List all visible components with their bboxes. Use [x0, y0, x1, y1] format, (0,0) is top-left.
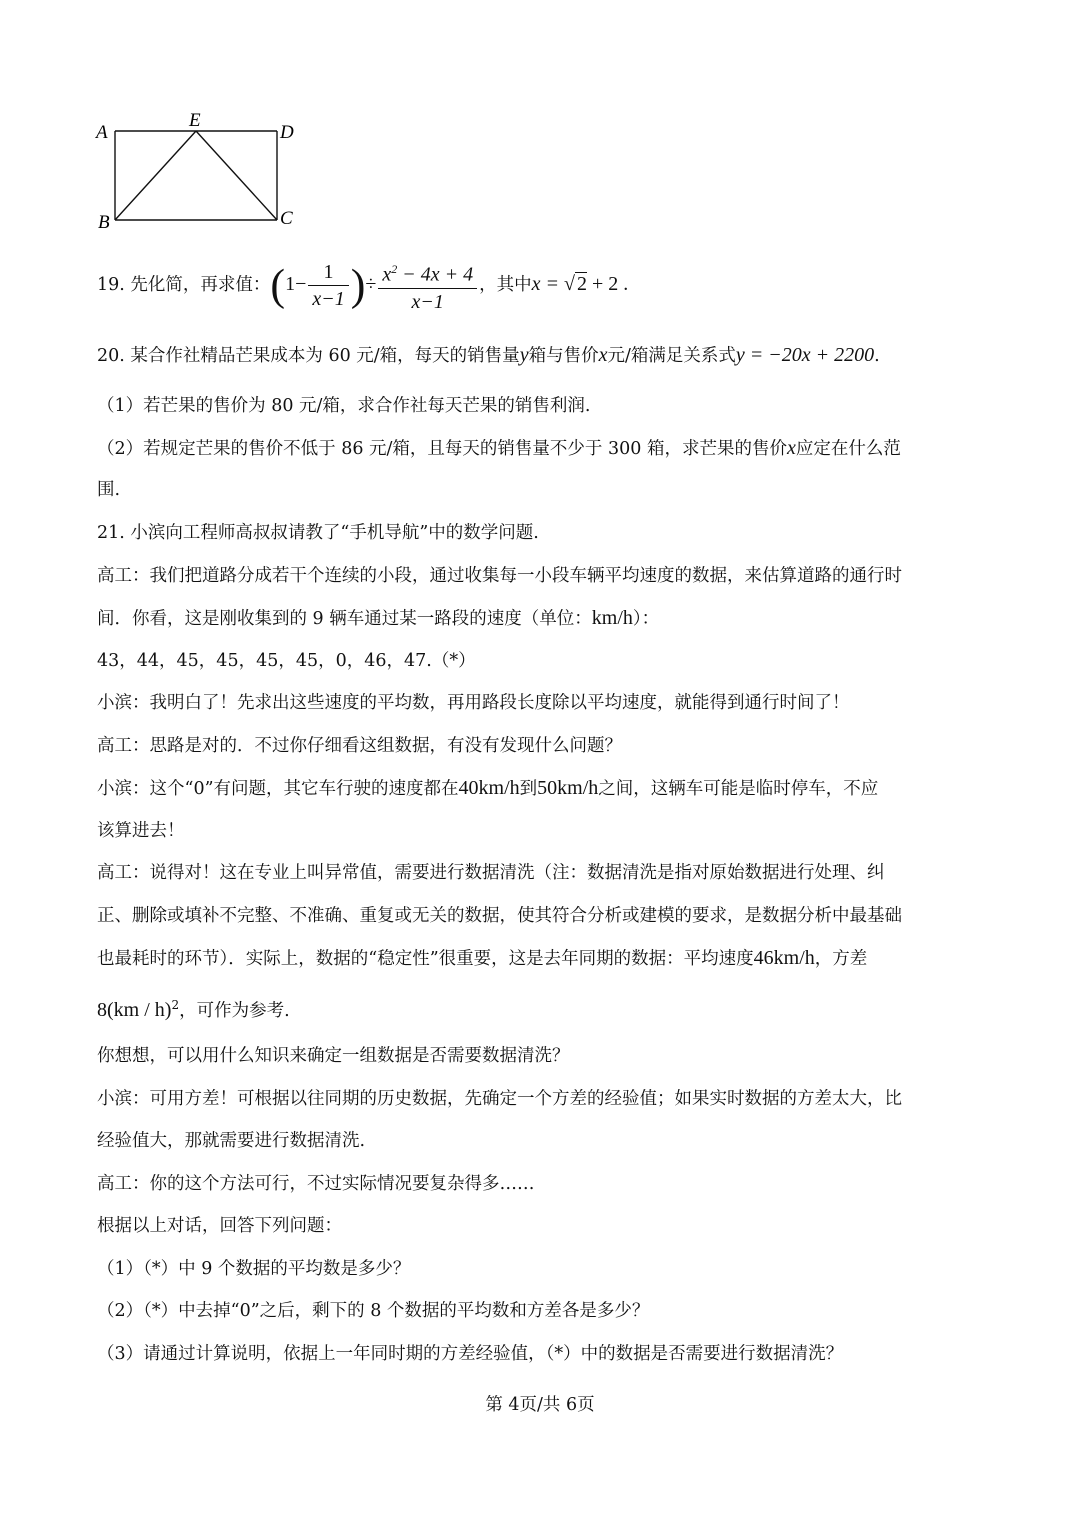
q20-stem-end: .: [874, 346, 880, 366]
q21-l9: 高工：说得对！这在专业上叫异常值，需要进行数据清洗（注：数据清洗是指对原始数据进行处理、纠: [97, 863, 885, 883]
q21-l11-v: 46km/h: [753, 947, 815, 969]
q20-part2: [97, 433, 997, 464]
label-e: E: [189, 110, 201, 131]
q21-l1: 21. 小滨向工程师高叔叔请教了“手机导航”中的数学问题.: [97, 523, 539, 543]
q21-l12: [97, 990, 997, 1026]
q20-part2-a: （2）若规定芒果的售价不低于 86 元/箱，且每天的销售量不少于 300 箱，求芒果的售价: [97, 439, 787, 459]
q21-l12-b: ，可作为参考.: [179, 1000, 290, 1021]
q19-condition-rest: + 2 .: [586, 273, 629, 295]
q19-f2-num-rest: − 4x + 4: [397, 263, 474, 286]
q19-f2-denominator: x−1: [411, 290, 444, 313]
q21-l7-v1: 40km/h: [458, 777, 520, 799]
q21-part2: （2）（*）中去掉“0”之后，剩下的 8 个数据的平均数和方差各是多少？: [97, 1301, 650, 1321]
q21-l11: [97, 943, 997, 974]
q20-part2-cont: 围.: [97, 480, 121, 500]
q20-part2-b: 应定在什么范: [795, 439, 901, 459]
q19-f2-num-base: x: [382, 263, 392, 286]
q21-part3: （3）请通过计算说明，依据上一年同时期的方差经验值，（*）中的数据是否需要进行数据清洗？: [97, 1344, 844, 1364]
label-d: D: [280, 122, 294, 143]
segment-eb: [115, 131, 196, 220]
q21-l7-b: 到: [519, 779, 538, 799]
q19-mid: ，其中: [479, 275, 532, 295]
label-a: A: [96, 122, 108, 143]
q21-l13: 你想想，可以用什么知识来确定一组数据是否需要数据清洗？: [97, 1046, 570, 1066]
q21-l7: [97, 773, 997, 804]
q21-l7-v2: 50km/h: [537, 777, 599, 799]
q19-minus: −: [295, 273, 307, 295]
q19-divide-sign: ÷: [365, 273, 377, 295]
q19-f1-denominator: x−1: [312, 288, 345, 310]
q20-var-y: y: [519, 344, 529, 366]
q21-l15: 经验值大，那就需要进行数据清洗.: [97, 1131, 366, 1151]
q21-part1: （1）（*）中 9 个数据的平均数是多少？: [97, 1259, 411, 1279]
q19-line: 19. 先化简，再求值：(1− $\frac{1}{x-1}$ )÷ $\frac{x^2 - 4x + 4}{x-1}$ ，其中x = √ 2 + 2 .: [97, 253, 997, 317]
q21-variance-value: 8: [97, 998, 107, 1021]
label-c: C: [280, 208, 293, 229]
q19-fraction-2: [378, 256, 477, 315]
segment-ec: [196, 131, 277, 220]
q19-condition-x: x =: [531, 273, 564, 295]
q21-l11-a: 也最耗时的环节）．实际上，数据的“稳定性”很重要，这是去年同期的数据：平均速度: [97, 949, 754, 969]
q20-var-x: x: [598, 344, 608, 366]
q20-formula: y = −20x + 2200: [735, 344, 875, 366]
label-b: B: [98, 212, 110, 233]
q19-sqrt-radicand: 2: [576, 273, 587, 295]
q19-f2-numerator: [378, 256, 477, 289]
q21-l8: 该算进去！: [97, 821, 185, 841]
q21-l2: 高工：我们把道路分成若干个连续的小段，通过收集每一小段车辆平均速度的数据，来估算道路的通行时: [97, 566, 902, 586]
q21-l3-unit: km/h: [591, 607, 633, 629]
q21-variance-unit: (km / h): [107, 998, 172, 1021]
q21-l14: 小滨：可用方差！可根据以往同期的历史数据，先确定一个方差的经验值；如果实时数据的方差太大，比: [97, 1089, 902, 1109]
q20-stem-a: 20. 某合作社精品芒果成本为 60 元/箱，每天的销售量: [97, 346, 520, 366]
page-footer: 第 4页/共 6页: [485, 1395, 595, 1415]
rectangle-figure: [92, 108, 312, 233]
q21-l11-b: ，方差: [814, 949, 868, 969]
q21-l17: 根据以上对话，回答下列问题：: [97, 1216, 342, 1236]
q19-one: 1: [285, 273, 296, 295]
q20-stem-c: 元/箱满足关系式: [607, 346, 736, 366]
q21-l7-a: 小滨：这个“0”有问题，其它车行驶的速度都在: [97, 779, 459, 799]
q20-part2-x: x: [786, 437, 796, 459]
q21-variance-exp: 2: [171, 998, 180, 1012]
q20-part1: （1）若芒果的售价为 80 元/箱，求合作社每天芒果的销售利润.: [97, 396, 591, 416]
q21-l3-a: 间．你看，这是刚收集到的 9 辆车通过某一路段的速度（单位：: [97, 609, 592, 629]
q19-prefix: 19. 先化简，再求值：: [97, 275, 271, 295]
q21-l7-c: 之间，这辆车可能是临时停车，不应: [598, 779, 879, 799]
q19-sqrt-sign: √: [564, 273, 575, 295]
q21-data-list: 43，44，45，45，45，45，0，46，47.（*）: [97, 651, 476, 671]
q21-l6: 高工：思路是对的．不过你仔细看这组数据，有没有发现什么问题？: [97, 736, 622, 756]
q21-l3-b: ）：: [632, 609, 660, 629]
q21-l3: [97, 603, 997, 634]
q19-f2-num-exponent: 2: [391, 262, 398, 277]
q20-stem-b: 箱与售价: [528, 346, 599, 366]
q20-stem: [97, 340, 997, 371]
q19-fraction-1: [308, 259, 348, 312]
q21-l5: 小滨：我明白了！先求出这些速度的平均数，再用路段长度除以平均速度，就能得到通行时间了！: [97, 693, 850, 713]
q21-l10: 正、删除或填补不完整、不准确、重复或无关的数据，使其符合分析或建模的要求，是数据分析中最基础: [97, 906, 902, 926]
q21-l16: 高工：你的这个方法可行，不过实际情况要复杂得多……: [97, 1174, 535, 1194]
q19-f1-numerator: 1: [308, 259, 348, 286]
